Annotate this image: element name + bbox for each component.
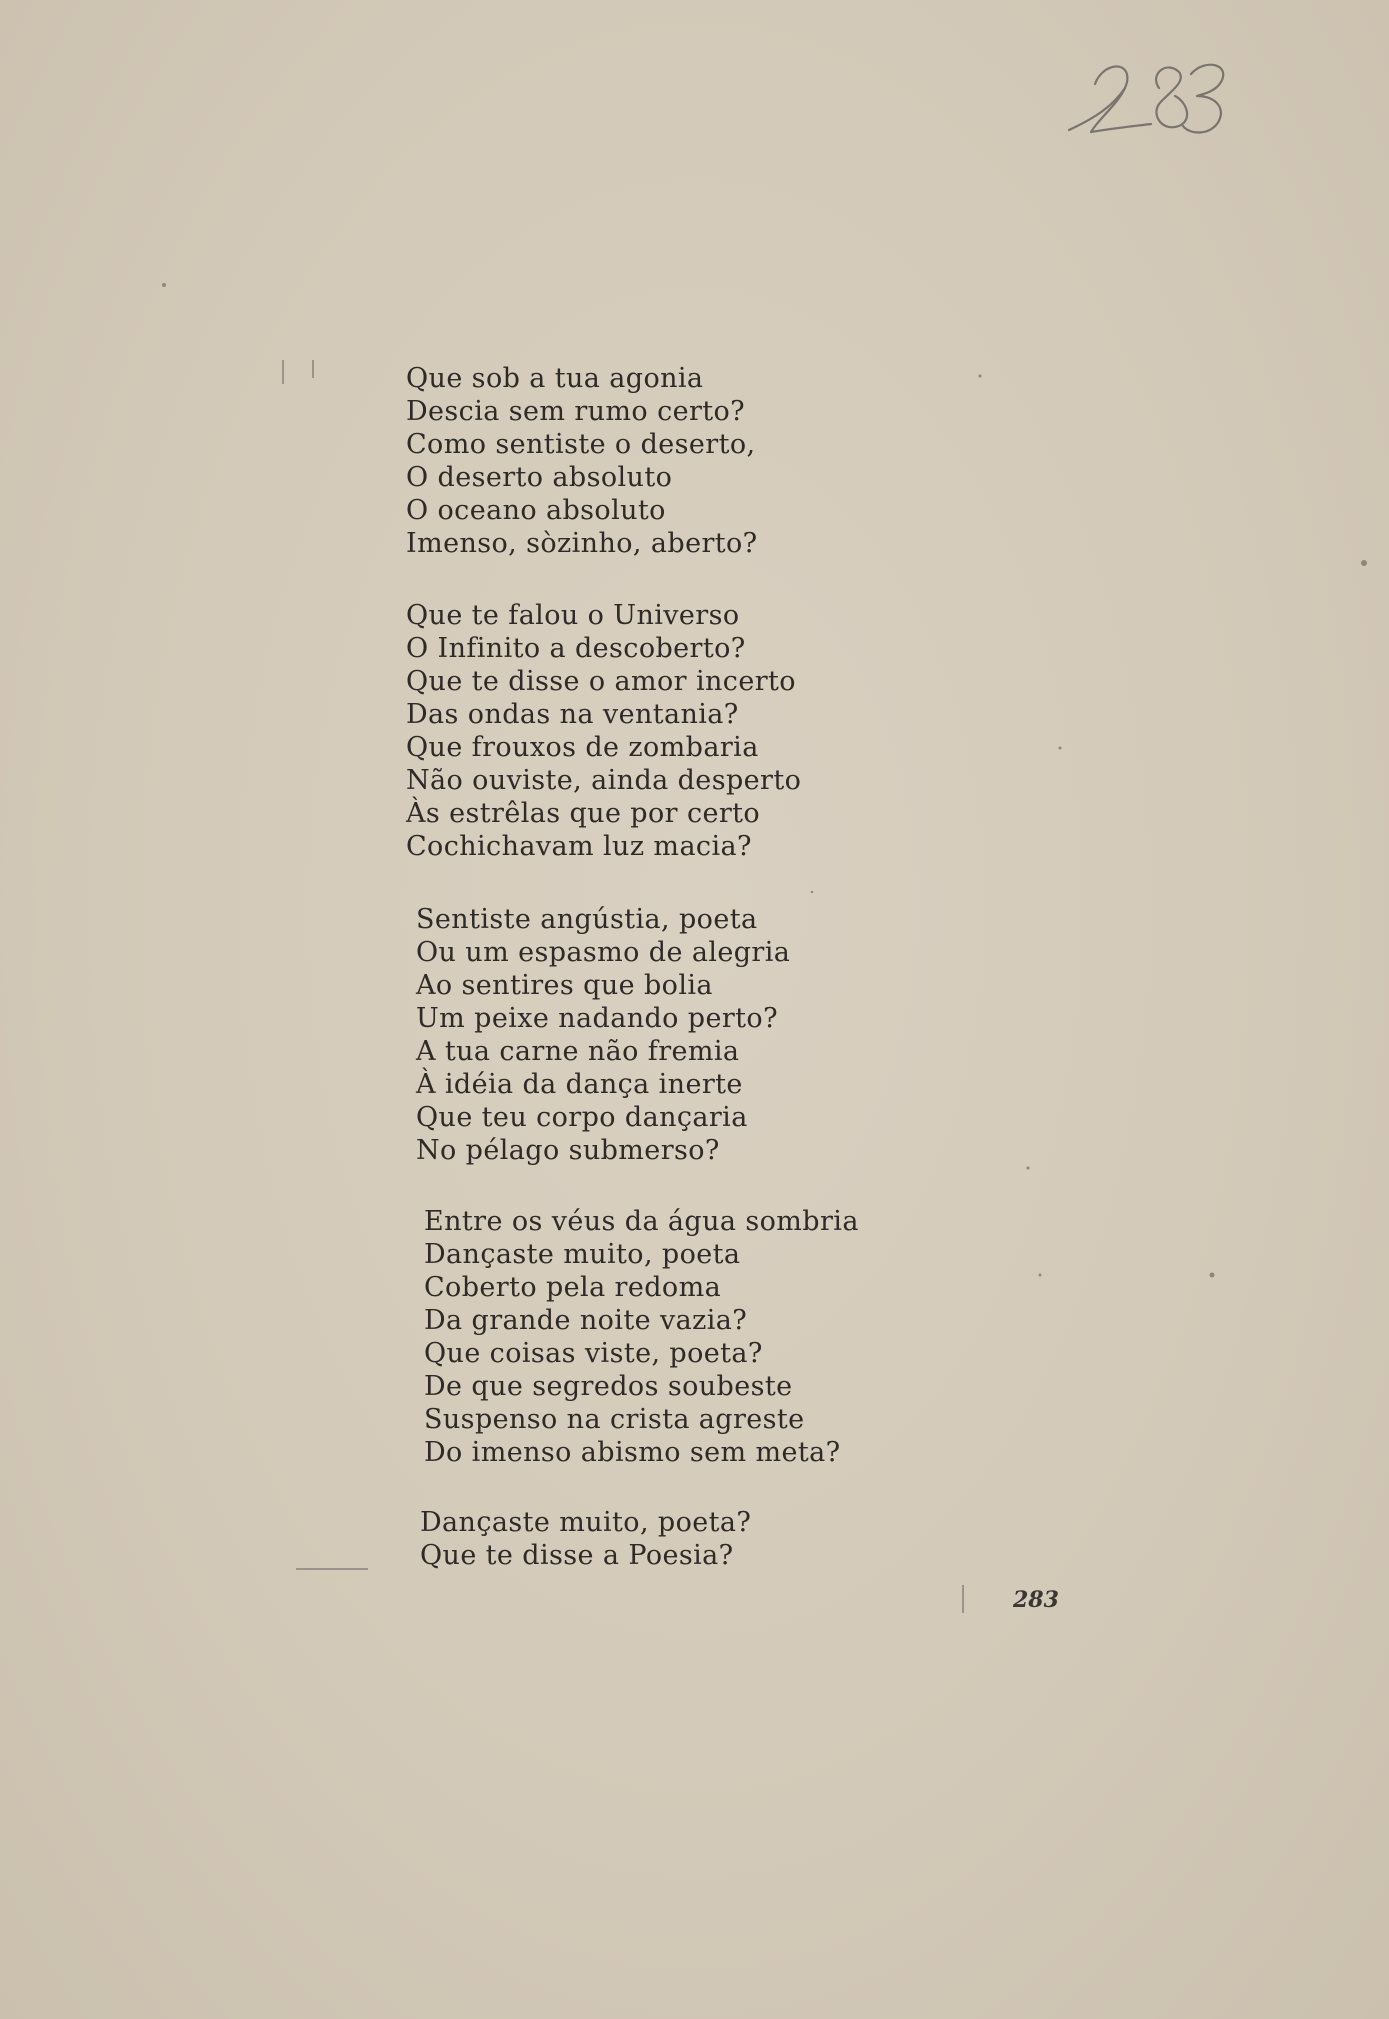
poem-line: Que teu corpo dançaria (416, 1102, 748, 1133)
poem-line: O oceano absoluto (406, 495, 666, 526)
poem-line: Não ouviste, ainda desperto (406, 765, 802, 796)
poem-line: Dançaste muito, poeta (424, 1239, 741, 1270)
poem-line: A tua carne não fremia (416, 1036, 740, 1067)
poem-line: Dançaste muito, poeta? (420, 1507, 752, 1538)
poem-line: Que te falou o Universo (406, 600, 740, 631)
poem-line: Sentiste angústia, poeta (416, 904, 758, 935)
poem-line: Que frouxos de zombaria (406, 732, 759, 763)
page-number: 283 (1013, 1587, 1059, 1613)
poem-line: Da grande noite vazia? (424, 1305, 748, 1336)
poem-line: De que segredos soubeste (424, 1371, 793, 1402)
poem-line: Coberto pela redoma (424, 1272, 722, 1303)
poem-line: Imenso, sòzinho, aberto? (406, 528, 758, 559)
poem-line: Que te disse a Poesia? (420, 1540, 734, 1571)
poem-line: Que te disse o amor incerto (406, 666, 796, 697)
poem-line: Das ondas na ventania? (406, 699, 739, 730)
poem-line: Ou um espasmo de alegria (416, 937, 791, 968)
poem-line: Cochichavam luz macia? (406, 831, 752, 862)
poem-line: No pélago submerso? (416, 1135, 720, 1166)
poem-line: Que sob a tua agonia (406, 363, 704, 394)
poem-line: À idéia da dança inerte (416, 1069, 743, 1100)
poem-line: Suspenso na crista agreste (424, 1404, 805, 1435)
poem-line: Entre os véus da água sombria (424, 1206, 859, 1237)
poem-line: Do imenso abismo sem meta? (424, 1437, 841, 1468)
poem-line: Que coisas viste, poeta? (424, 1338, 763, 1369)
poem-line: O Infinito a descoberto? (406, 633, 746, 664)
poem-line: Ao sentires que bolia (416, 970, 713, 1001)
poem-line: O deserto absoluto (406, 462, 673, 493)
poem-line: Um peixe nadando perto? (416, 1003, 778, 1034)
poem-line: Descia sem rumo certo? (406, 396, 746, 427)
poem-line: Como sentiste o deserto, (406, 429, 756, 460)
poem-line: Às estrêlas que por certo (406, 798, 761, 829)
